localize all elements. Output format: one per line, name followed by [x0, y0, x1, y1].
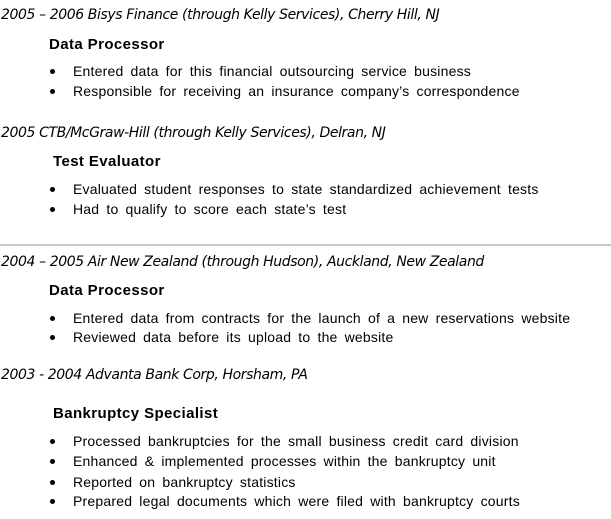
job-title: Test Evaluator [53, 153, 161, 170]
bullet-icon [50, 69, 55, 74]
bullet-icon [50, 187, 55, 192]
bullet-icon [50, 439, 55, 444]
bullet-icon [50, 499, 55, 504]
bullet-icon [50, 480, 55, 485]
bullet-icon [50, 316, 55, 321]
duty-text: Reported on bankruptcy statistics [73, 474, 296, 490]
duty-text: Entered data from contracts for the launch of a new reservations website [73, 310, 571, 326]
job-title: Data Processor [49, 282, 165, 299]
duty-text: Had to qualify to score each state’s test [73, 201, 347, 217]
duty-text: Responsible for receiving an insurance company’s correspondence [73, 83, 520, 99]
bullet-icon [50, 207, 55, 212]
bullet-icon [50, 335, 55, 340]
duty-text: Prepared legal documents which were filed with bankruptcy courts [73, 493, 520, 509]
bullet-icon [50, 89, 55, 94]
job-heading: 2005 CTB/McGraw-Hill (through Kelly Services), Delran, NJ [1, 125, 386, 141]
duty-text: Evaluated student responses to state standardized achievement tests [73, 181, 539, 197]
duty-text: Entered data for this financial outsourcing service business [73, 63, 471, 79]
duty-text: Enhanced & implemented processes within the bankruptcy unit [73, 453, 496, 469]
duty-text: Processed bankruptcies for the small business credit card division [73, 433, 519, 449]
duty-text: Reviewed data before its upload to the website [73, 329, 394, 345]
section-divider [0, 244, 611, 246]
job-heading: 2004 – 2005 Air New Zealand (through Hudson), Auckland, New Zealand [1, 254, 484, 270]
job-heading: 2003 - 2004 Advanta Bank Corp, Horsham, PA [1, 367, 308, 383]
job-heading: 2005 – 2006 Bisys Finance (through Kelly Services), Cherry Hill, NJ [1, 7, 440, 23]
job-title: Data Processor [49, 36, 165, 53]
job-title: Bankruptcy Specialist [53, 405, 219, 422]
bullet-icon [50, 459, 55, 464]
